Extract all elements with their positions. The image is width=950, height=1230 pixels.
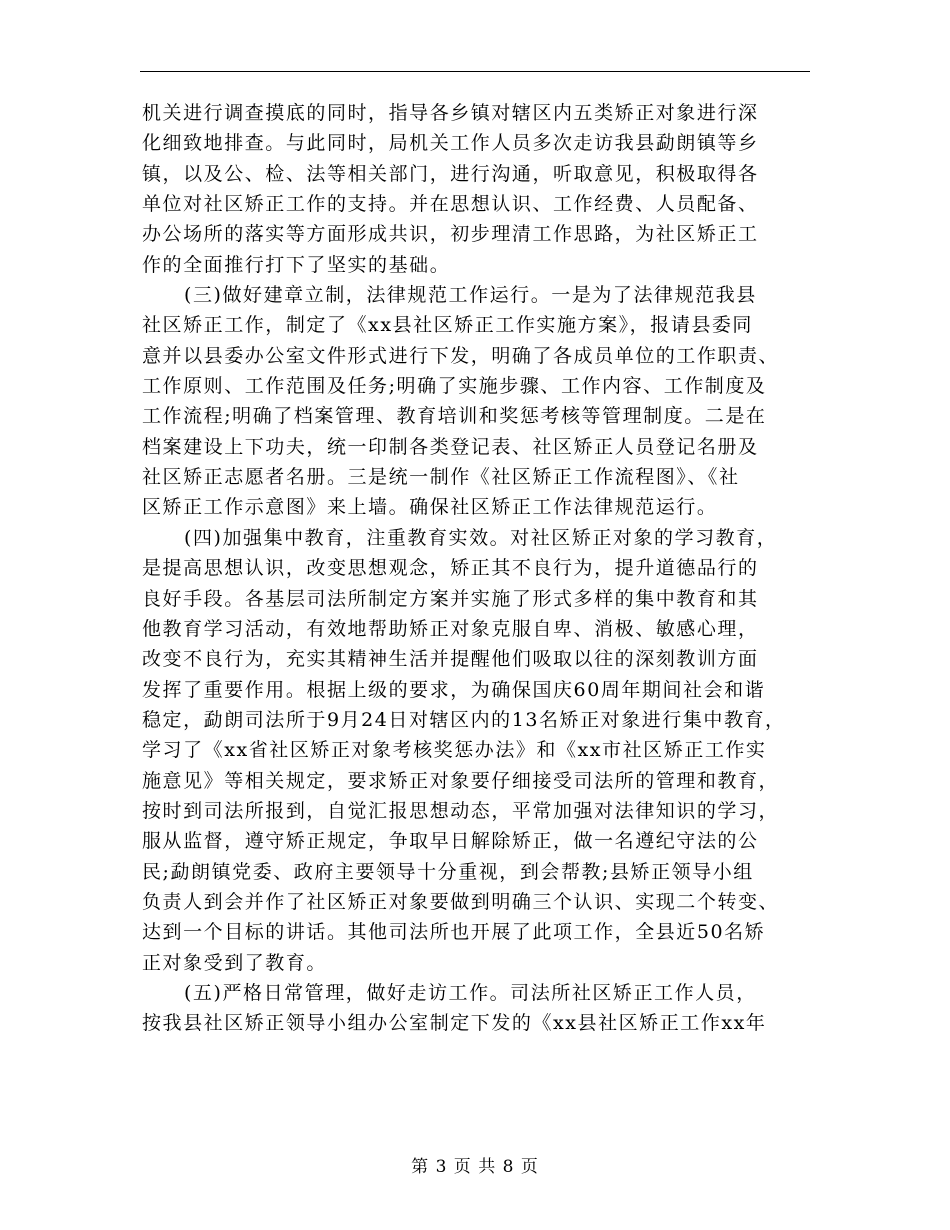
body-line: 化细致地排查。与此同时，局机关工作人员多次走访我县勐朗镇等乡: [142, 132, 759, 155]
body-line: 民;勐朗镇党委、政府主要领导十分重视，到会帮教;县矫正领导小组: [142, 860, 754, 883]
body-line: (四)加强集中教育，注重教育实效。对社区矫正对象的学习教育，: [184, 526, 778, 549]
body-line: (五)严格日常管理，做好走访工作。司法所社区矫正工作人员，: [184, 981, 757, 1004]
body-line: 负责人到会并作了社区矫正对象要做到明确三个认识、实现二个转变、: [142, 890, 780, 913]
body-line: 他教育学习活动，有效地帮助矫正对象克服自卑、消极、敏感心理，: [142, 617, 759, 640]
body-line: 作的全面推行打下了坚实的基础。: [142, 253, 451, 276]
body-line: 工作流程;明确了档案管理、教育培训和奖惩考核等管理制度。二是在: [142, 405, 767, 428]
body-line: 办公场所的落实等方面形成共识，初步理清工作思路，为社区矫正工: [142, 223, 759, 246]
body-line: 按我县社区矫正领导小组办公室制定下发的《xx县社区矫正工作xx年: [142, 1012, 767, 1035]
document-body: [142, 98, 832, 1039]
body-line: 发挥了重要作用。根据上级的要求，为确保国庆60周年期间社会和谐: [142, 678, 766, 701]
body-line: 服从监督，遵守矫正规定，争取早日解除矫正，做一名遵纪守法的公: [142, 830, 759, 853]
body-line: 正对象受到了教育。: [142, 951, 327, 974]
body-line: 机关进行调查摸底的同时，指导各乡镇对辖区内五类矫正对象进行深: [142, 102, 759, 124]
body-line: 达到一个目标的讲话。其他司法所也开展了此项工作，全县近50名矫: [142, 921, 766, 944]
page-footer: 第 3 页 共 8 页: [411, 1157, 539, 1177]
body-line: 区矫正工作示意图》来上墙。确保社区矫正工作法律规范运行。: [142, 496, 718, 519]
body-line: 施意见》等相关规定，要求矫正对象要仔细接受司法所的管理和教育，: [142, 769, 780, 792]
body-line: 镇，以及公、检、法等相关部门，进行沟通，听取意见，积极取得各: [142, 162, 759, 185]
body-line: 意并以县委办公室文件形式进行下发，明确了各成员单位的工作职责、: [142, 344, 780, 367]
body-line: 改变不良行为，充实其精神生活并提醒他们吸取以往的深刻教训方面: [142, 648, 759, 671]
body-line: 工作原则、工作范围及任务;明确了实施步骤、工作内容、工作制度及: [142, 375, 767, 398]
body-line: 社区矫正工作，制定了《xx县社区矫正工作实施方案》，报请县委同: [142, 314, 753, 337]
body-line: 稳定，勐朗司法所于9月24日对辖区内的13名矫正对象进行集中教育，: [142, 708, 786, 731]
body-line: 学习了《xx省社区矫正对象考核奖惩办法》和《xx市社区矫正工作实: [142, 739, 767, 762]
header-rule: [140, 71, 810, 72]
body-line: (三)做好建章立制，法律规范工作运行。一是为了法律规范我县: [184, 284, 757, 307]
body-line: 是提高思想认识，改变思想观念，矫正其不良行为，提升道德品行的: [142, 557, 759, 580]
body-line: 社区矫正志愿者名册。三是统一制作《社区矫正工作流程图》、《社: [142, 466, 740, 489]
body-line: 档案建设上下功夫，统一印制各类登记表、社区矫正人员登记名册及: [142, 435, 759, 458]
body-line: 按时到司法所报到，自觉汇报思想动态，平常加强对法律知识的学习，: [142, 799, 780, 822]
body-line: 良好手段。各基层司法所制定方案并实施了形式多样的集中教育和其: [142, 587, 759, 610]
body-line: 单位对社区矫正工作的支持。并在思想认识、工作经费、人员配备、: [142, 193, 759, 216]
